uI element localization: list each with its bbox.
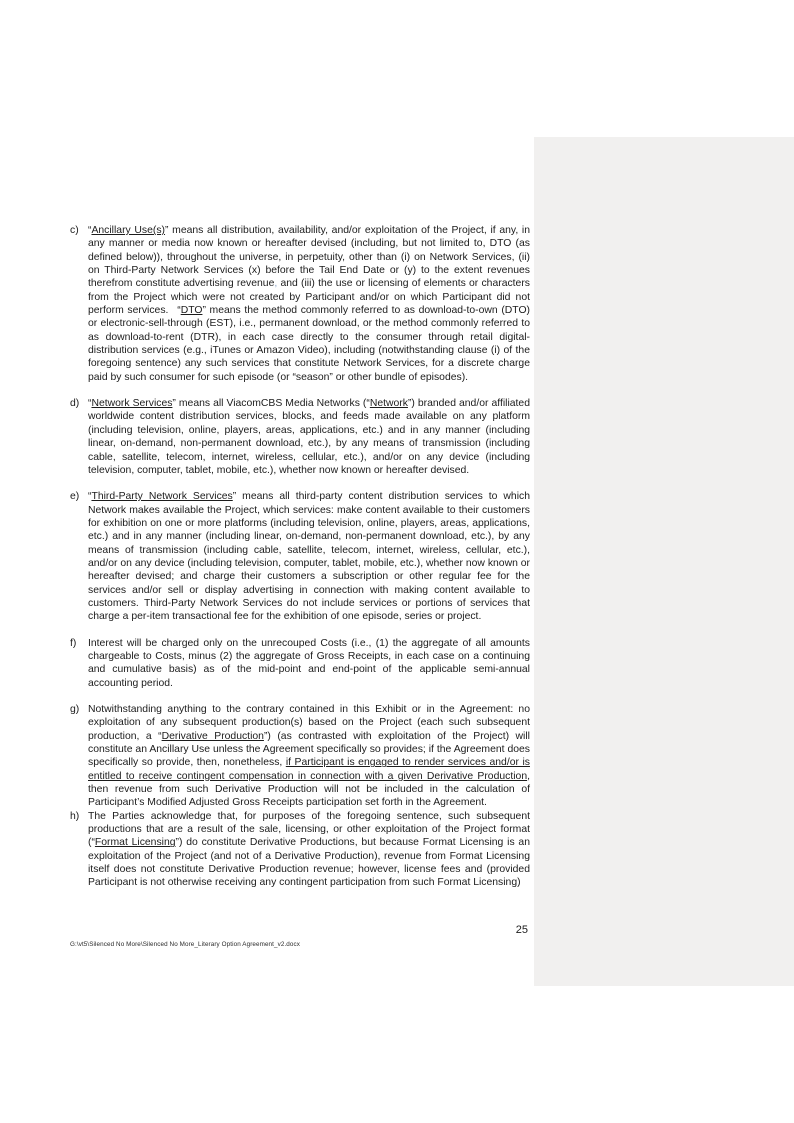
defined-term: if Participant is engaged to render services and/or is entitled to receive contingent compensation in connection with a given Derivative Production bbox=[88, 757, 530, 782]
list-marker-g: g) bbox=[70, 704, 80, 715]
paragraph-g bbox=[70, 703, 530, 810]
page-number: 25 bbox=[515, 924, 528, 936]
paragraph-d bbox=[70, 397, 530, 477]
paragraph-text-h bbox=[88, 810, 530, 890]
defined-term: Ancillary Use(s) bbox=[91, 225, 166, 236]
paragraph-text-d bbox=[88, 397, 530, 477]
text-run: ” means all third-party content distribution services to which Network makes available the Project, which services: make content available to their customers for exhibition on one or more platforms (including television, online, players, areas, applications, etc.) and in any manner (including linear, on-demand, non-permanent download, etc.), by any means of transmission (including cable, satellite, telecom, internet, wireless, cellular, etc.), and/or on any device (including television, computer, tablet, mobile, etc.), whether now known or hereafter devised; and charge their customers a subscription or other regular fee for the services and/or sell or display advertising in connection with making content available to customers. Third-Party Network Services do not include services or portions of services that charge a per-item transactional fee for the exhibition of one episode, series or project. bbox=[88, 491, 530, 623]
defined-term: Network Services bbox=[91, 398, 173, 410]
text-run: ”) (as contrasted with exploitation of the Project) will constitute an Ancillary Use unless the Agreement specifically so provides; if the Agreement does specifically so provide, then, nonetheless, bbox=[88, 730, 530, 769]
text-run: , bbox=[274, 278, 278, 290]
text-run: ”) do constitute Derivative Productions, but because Format Licensing is an exploitation of the Project (and not of a Derivative Production), revenue from Format Licensing itself does not constitute Derivative Production revenue; however, license fees and (provided Participant is not otherwise receiving any contingent participation from such Format Licensing) bbox=[88, 837, 530, 889]
paragraph-e bbox=[70, 490, 530, 623]
paragraph-text-c bbox=[88, 224, 530, 384]
text-run: “ bbox=[88, 225, 92, 236]
text-run: ” means all distribution, availability, and/or exploitation of the Project, if any, in any manner or media now known or hereafter devised (including, but not limited to, DTO (as defined below)), throughout the universe, in perpetuity, other than (i) on Network Services, (ii) on Third-Party Network Services (x) before the Tail End Date or (y) to the extent revenues therefrom constitute advertising revenue bbox=[88, 225, 530, 290]
list-marker-h: h) bbox=[70, 810, 80, 822]
text-run: Interest will be charged only on the unrecouped Costs (i.e., (1) the aggregate of all amounts chargeable to Costs, minus (2) the aggregate of Gross Receipts, in each case on a continuing and cumulative basis) as of the mid-point and end-point of the applicable semi-annual accounting period. bbox=[88, 637, 530, 689]
paragraph-h bbox=[70, 810, 530, 890]
paragraph-c bbox=[70, 224, 530, 384]
list-marker-d: d) bbox=[70, 398, 80, 410]
text-run: “ bbox=[88, 491, 92, 503]
defined-term: Network bbox=[369, 398, 408, 410]
paragraph-text-f bbox=[88, 637, 530, 690]
text-run: “ bbox=[88, 398, 92, 410]
defined-term: Derivative Production bbox=[161, 730, 264, 742]
footer-file-path: G:\vt5\Silenced No More\Silenced No More_Literary Option Agreement_v2.docx bbox=[70, 941, 301, 948]
text-run: ” means all ViacomCBS Media Networks (“ bbox=[172, 398, 370, 410]
text-run: , then revenue from such Derivative Production will not be included in the calculation of Participant’s Modified Adjusted Gross Receipts participation set forth in the Agreement. bbox=[88, 770, 530, 809]
defined-term: Format Licensing bbox=[94, 837, 176, 849]
defined-term: Third-Party Network Services bbox=[91, 491, 233, 503]
paragraph-f bbox=[70, 637, 530, 690]
list-marker-f: f) bbox=[70, 637, 77, 649]
text-run: ”) branded and/or affiliated worldwide content distribution services, blocks, and feeds made available on any platform (including television, online, players, areas, applications, etc.) and in any manner (including linear, on-demand, non-permanent download, etc.), by any means of transmission (including cable, satellite, telecom, internet, wireless, cellular, etc.), and/or on any device (including television, computer, tablet, mobile, etc.), whether now known or hereafter devised. bbox=[88, 398, 530, 476]
paragraph-text-g bbox=[88, 703, 530, 810]
list-marker-c: c) bbox=[70, 225, 79, 236]
text-run: The Parties acknowledge that, for purposes of the foregoing sentence, such subsequent productions that are a result of the sale, licensing, or other exploitation of the Project format (“ bbox=[88, 810, 530, 849]
defined-term: DTO bbox=[180, 305, 203, 317]
document-body bbox=[70, 224, 530, 890]
text-run: Notwithstanding anything to the contrary contained in this Exhibit or in the Agreement: no exploitation of any subsequent production(s) based on the Project (each such subsequent production, a “ bbox=[88, 704, 530, 742]
paragraph-text-e bbox=[88, 490, 530, 623]
text-run: ” means the method commonly referred to as download-to-own (DTO) or electronic-sell-through (EST), i.e., permanent download, or the method commonly referred to as download-to-rent (DTR), in each case directly to the consumer through retail digital-distribution services (e.g., iTunes or Amazon Video), including (notwithstanding clause (i) of the foregoing sentence) any such services that constitute Network Services, for a discrete charge paid by such consumer for such episode (or “season” or other bundle of episodes). bbox=[88, 305, 530, 383]
adjacent-page-region bbox=[534, 137, 794, 986]
text-run: and (iii) the use or licensing of elements or characters from the Project which were not created by Participant and/or on which Participant did not perform services. “ bbox=[88, 278, 530, 317]
list-marker-e: e) bbox=[70, 491, 80, 503]
